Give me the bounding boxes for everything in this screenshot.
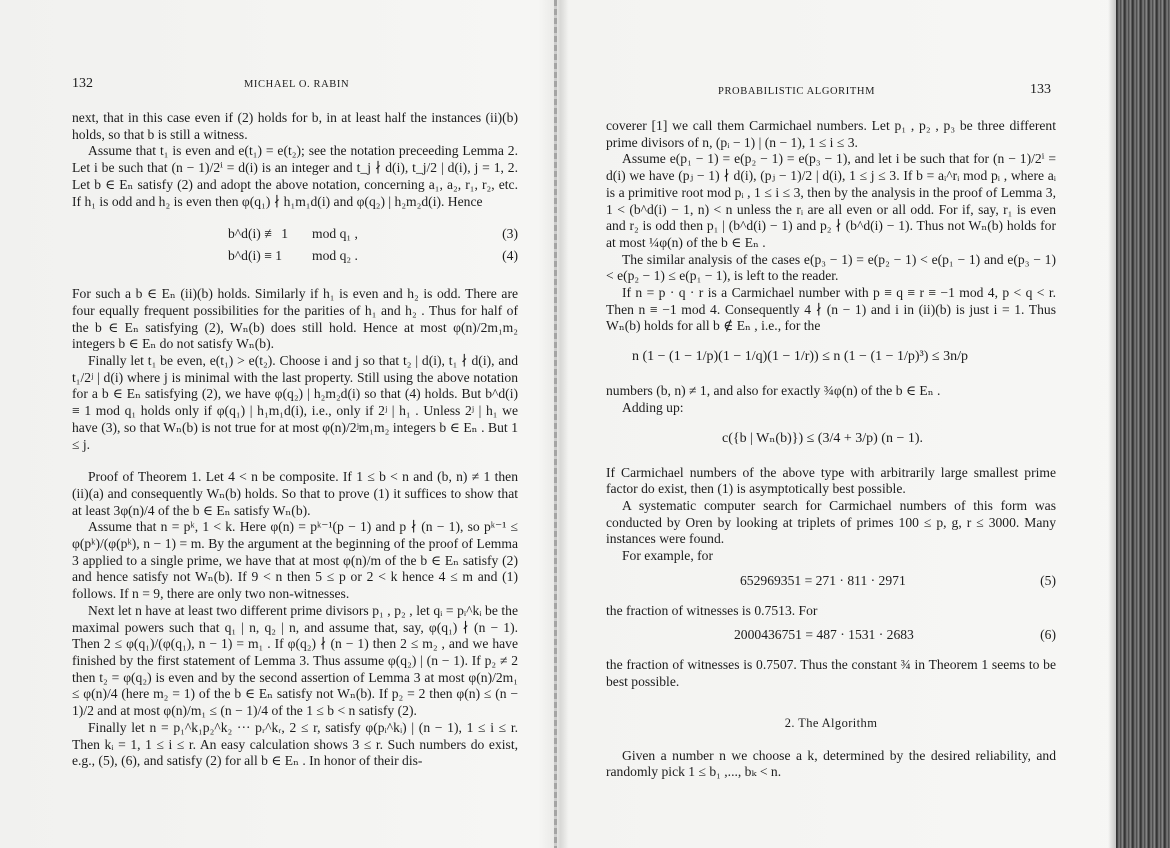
paragraph: the fraction of witnesses is 0.7507. Thus the constant ¾ in Theorem 1 seems to be best possible. [606, 657, 1056, 690]
paragraph: If Carmichael numbers of the above type with arbitrarily large smallest prime factor do exist, then (1) is asymptotically best possible. [606, 464, 1056, 497]
display-formula: n (1 − (1 − 1/p)(1 − 1/q)(1 − 1/r)) ≤ n (1 − (1 − 1/p)³) ≤ 3n/p [632, 349, 968, 365]
paragraph: If n = p · q · r is a Carmichael number with p ≡ q ≡ r ≡ −1 mod 4, p < q < r. Then n ≡ −1 mod 4. Consequently 4 ∤ (n − 1) and i in (ii)(b) is just i = 1. Thus Wₙ(b) holds for all b ∉ Eₙ , i.e., for the [606, 285, 1056, 334]
equation-rhs: mod q₂ . [312, 248, 358, 264]
right-text-body [606, 118, 1056, 781]
paragraph: For example, for [622, 548, 713, 564]
equation-number: (3) [502, 226, 518, 242]
left-text-body [72, 110, 518, 770]
equation-body: 2000436751 = 487 · 1531 · 2683 [734, 627, 914, 643]
running-head: MICHAEL O. RABIN [244, 79, 350, 90]
paragraph: Next let n have at least two different prime divisors p₁ , p₂ , let qᵢ = pᵢ^kᵢ be the maximal powers such that q₁ | n, q₂ | n, and assume that, say, φ(q₁) ∤ (n − 1). Then 2 ≤ φ(q₁)/(φ(q₁), n − 1) = m₁ . If φ(q₂) ∤ (n − 1) then 2 ≤ m₂ , and we have finished by the first statement of Lemma 3. Thus assume φ(q₂) | (n − 1). If p₂ ≠ 2 then t₂ = φ(q₂) is even and by the second assertion of Lemma 3 at most φ(n)/2m₁ ≤ φ(n)/4 (here m₂ = 1) of the b ∈ Eₙ satisfy not Wₙ(b). If p₂ = 2 then φ(n) ≤ (n − 1)/2 and at most φ(n)/m₁ ≤ (n − 1)/4 of the 1 ≤ b < n satisfy (2). [72, 602, 518, 719]
equation-number: (4) [502, 248, 518, 264]
display-formula: c({b | Wₙ(b)}) ≤ (3/4 + 3/p) (n − 1). [722, 430, 924, 446]
paragraph: A systematic computer search for Carmichael numbers of this form was conducted by Oren by looking at triplets of primes 100 ≤ p, g, r ≤ 3000. Many instances were found. [606, 497, 1056, 547]
page-number: 133 [1030, 82, 1051, 97]
paragraph: numbers (b, n) ≠ 1, and also for exactly ¾φ(n) of the b ∈ Eₙ . [606, 383, 941, 399]
paragraph: For such a b ∈ Eₙ (ii)(b) holds. Similarly if h₁ is even and h₂ is odd. There are four equally frequent possibilities for the parities of h₁ and h₂ . Thus for half of the b ∈ Eₙ satisfying (2), Wₙ(b) does still hold. Hence at most φ(n)/2m₁m₂ integers b ∈ Eₙ do not satisfy Wₙ(b). [72, 286, 518, 352]
equation-5 [606, 573, 1056, 595]
equation-number: (6) [1040, 627, 1056, 643]
right-page [556, 0, 1116, 848]
display-sum [606, 417, 1056, 465]
paragraph: Proof of Theorem 1. Let 4 < n be composite. If 1 ≤ b < n and (b, n) ≠ 1 then (ii)(a) and consequently Wₙ(b) holds. So that to prove (1) it suffices to show that at least 3φ(n)/4 of the b ∈ Eₙ satisfy Wₙ(b). [72, 469, 518, 518]
paragraph: Adding up: [622, 399, 684, 415]
paragraph: Given a number n we choose a k, determined by the desired reliability, and randomly pick 1 ≤ b₁ ,..., bₖ < n. [606, 747, 1056, 780]
equation-lhs: b^d(i) ≡ 1 [228, 248, 283, 264]
paragraph: Finally let n = p₁^k₁p₂^k₂ ··· pᵣ^kᵣ, 2 ≤ r, satisfy φ(pᵢ^kᵢ) | (n − 1), 1 ≤ i ≤ r. Then kᵢ = 1, 1 ≤ i ≤ r. An easy calculation shows 3 ≤ r. Such numbers do exist, e.g., (5), (6), and satisfy (2) for all b ∈ Eₙ . In honor of their dis- [72, 719, 518, 769]
equation-6 [606, 627, 1056, 649]
equation-number: (5) [1040, 572, 1056, 588]
paragraph: Assume that n = pᵏ, 1 < k. Here φ(n) = pᵏ⁻¹(p − 1) and p ∤ (n − 1), so pᵏ⁻¹ ≤ φ(pᵏ)/(φ(pᵏ), n − 1) = m. By the argument at the beginning of the proof of Lemma 3 applied to a single prime, we have that at most φ(n)/m of the b ∈ Eₙ satisfy (2) and hence satisfy not Wₙ(b). If 9 < n then 5 ≤ p or 2 < k hence 4 ≤ m and (1) follows. If n = 9, there are only two non-witnesses. [72, 519, 518, 602]
equation-lhs: b^d(i) ≢ 1 [228, 226, 288, 242]
page-stack-edge [1116, 0, 1170, 848]
paragraph: The similar analysis of the cases e(p₃ − 1) = e(p₂ − 1) < e(p₁ − 1) and e(p₃ − 1) < e(p₂ − 1) ≤ e(p₁ − 1), is left to the reader. [606, 251, 1056, 284]
paragraph: the fraction of witnesses is 0.7513. For [606, 602, 818, 618]
running-head: PROBABILISTIC ALGORITHM [718, 86, 876, 97]
paragraph: coverer [1] we call them Carmichael numbers. Let p₁ , p₂ , p₃ be three different prime divisors of n, (pᵢ − 1) | (n − 1), 1 ≤ i ≤ 3. [606, 118, 1056, 150]
equation-4 [72, 248, 518, 270]
paragraph: Assume that t₁ is even and e(t₁) = e(t₂); see the notation preceeding Lemma 2. Let i be such that (n − 1)/2ⁱ = d(i) is an integer and t_j ∤ d(i), t_j/2 | d(i), j = 1, 2. Let b ∈ Eₙ satisfy (2) and adopt the above notation, concerning a₁, a₂, r₁, r₂, etc. If h₁ is odd and h₂ is even then φ(q₁) ∤ h₁m₁d(i) and φ(q₂) | h₂m₂d(i). Hence [72, 143, 518, 209]
paragraph: Assume e(p₁ − 1) = e(p₂ − 1) = e(p₃ − 1), and let i be such that for (n − 1)/2ⁱ = d(i) we have (pⱼ − 1) ∤ d(i), (pⱼ − 1)/2 | d(i), 1 ≤ j ≤ 3. If b = aᵢ^rᵢ mod pᵢ , where aᵢ is a primitive root mod pᵢ , 1 ≤ i ≤ 3, then by the analysis in the proof of Lemma 3, 1 < (b^d(i) − 1, n) < n unless the rᵢ are all even or all odd. For if, say, r₁ is even and r₂ is odd then p₁ | (b^d(i) − 1) and p₂ ∤ (b^d(i) − 1). Thus not Wₙ(b) holds for at most ¼φ(n) of the b ∈ Eₙ . [606, 151, 1056, 250]
equation-3 [72, 226, 518, 248]
display-inequality [606, 335, 1056, 383]
paragraph: Finally let t₁ be even, e(t₁) > e(t₂). Choose i and j so that t₂ | d(i), t₁ ∤ d(i), and t₁/2ʲ | d(i) where j is minimal with the last property. Still using the above notation for a b ∈ Eₙ satisfying (2), we have φ(q₂) | h₂m₂d(i) so that (4) holds. But b^d(i) ≡ 1 mod q₁ holds only if φ(q₁) | h₁m₁d(i), i.e., only if 2ʲ | h₁ . Unless 2ʲ | h₁ we have (3), so that Wₙ(b) is not true for at most φ(n)/2ʲm₁m₂ integers b ∈ Eₙ . But 1 ≤ j. [72, 353, 518, 452]
left-page [0, 0, 556, 848]
equation-body: 652969351 = 271 · 811 · 2971 [740, 572, 906, 588]
paragraph: next, that in this case even if (2) holds for b, in at least half the instances (ii)(b) holds, so that b is still a witness. [72, 110, 518, 142]
section-title: 2. The Algorithm [784, 715, 878, 730]
page-number: 132 [72, 76, 93, 91]
equation-rhs: mod q₁ , [312, 226, 358, 242]
